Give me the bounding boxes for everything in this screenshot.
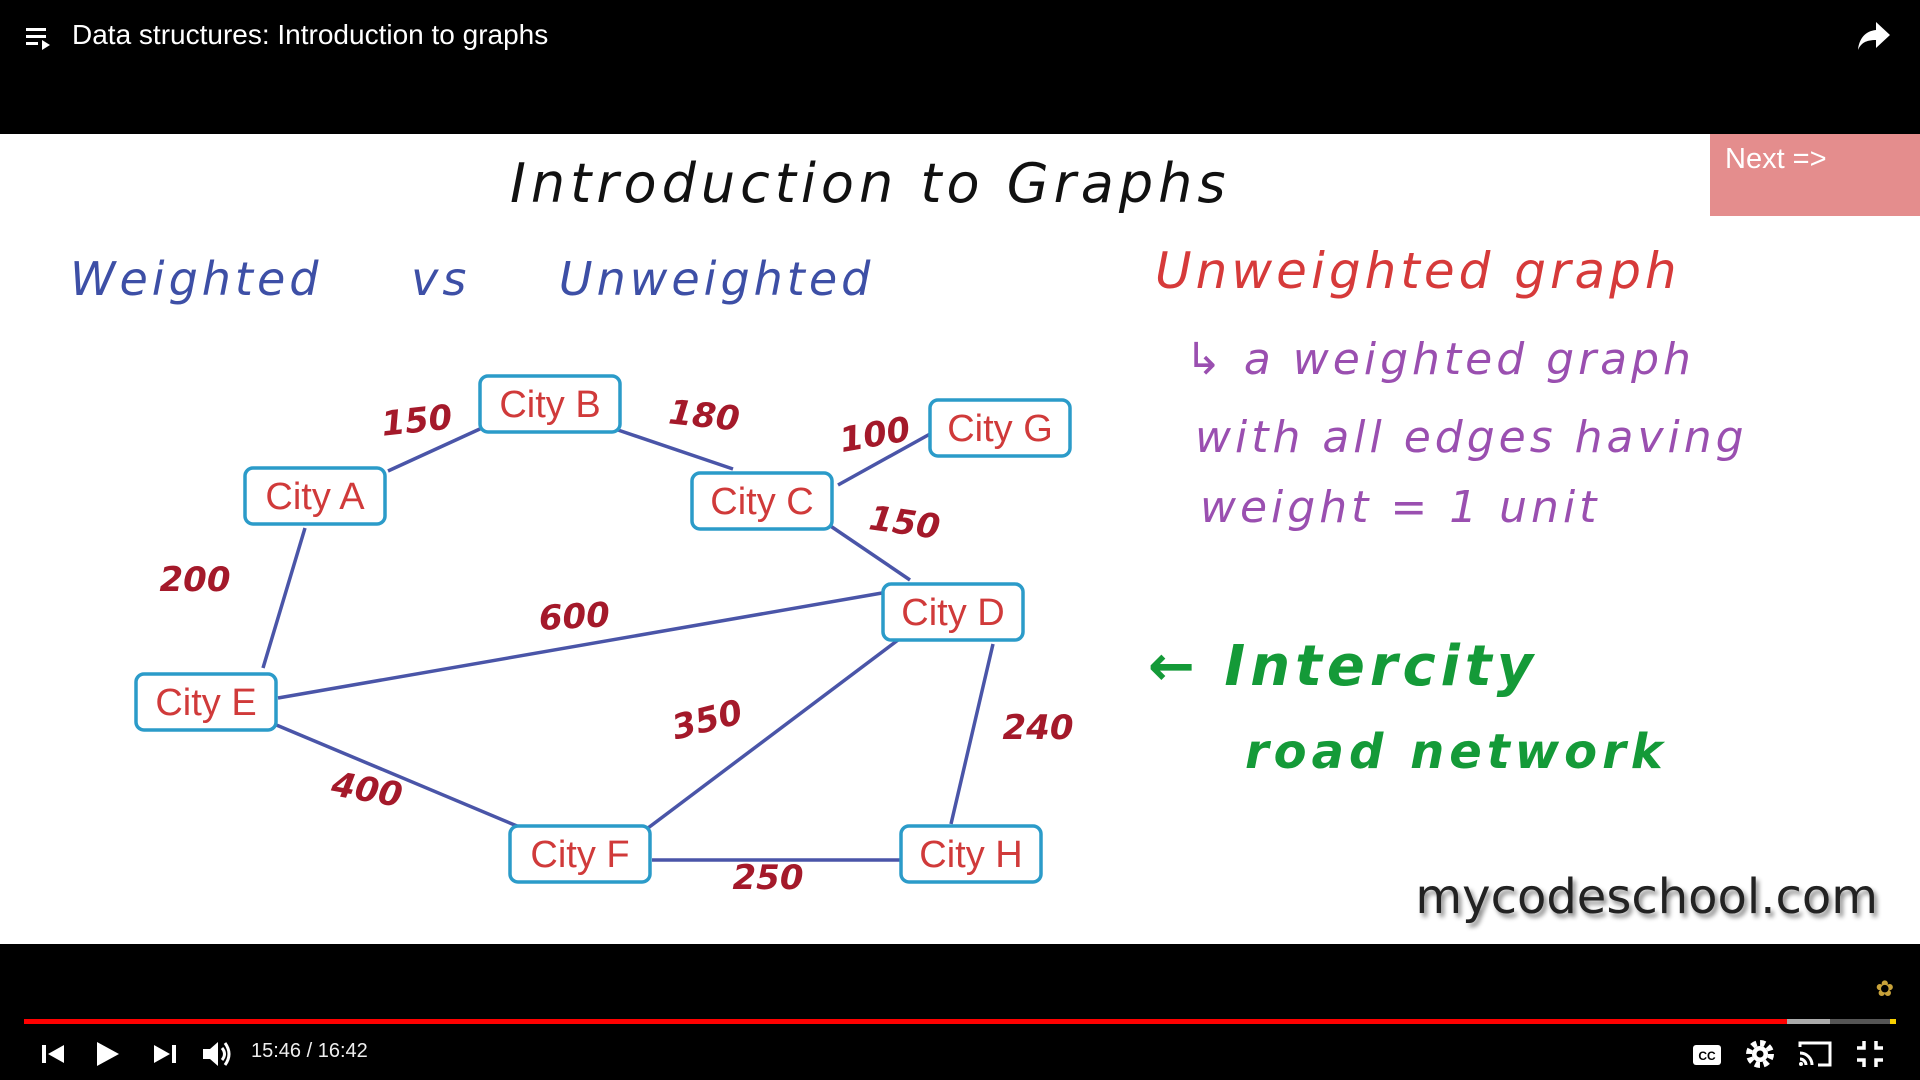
cast-icon[interactable] — [1796, 1037, 1834, 1071]
volume-icon[interactable] — [200, 1037, 234, 1071]
edge-weight-F-H: 250 — [732, 858, 804, 898]
edge-weight-C-D: 150 — [866, 498, 943, 548]
edge-weight-F-D: 350 — [668, 692, 747, 749]
unweighted-title: Unweighted graph — [1155, 242, 1681, 300]
edge-D-H — [951, 644, 993, 824]
node-city-h — [901, 826, 1041, 882]
playlist-icon[interactable] — [24, 22, 54, 52]
edge-weight-A-B: 150 — [379, 397, 455, 445]
progress-end-marker — [1890, 1019, 1896, 1024]
progress-bar[interactable] — [24, 1019, 1896, 1024]
edge-weight-E-F: 400 — [328, 764, 406, 817]
channel-watermark-icon[interactable]: ✿ — [1875, 976, 1894, 1001]
node-label: City D — [901, 592, 1005, 634]
edge-A-E — [263, 528, 305, 668]
edge-weight-A-E: 200 — [159, 560, 231, 600]
edge-weight-B-C: 180 — [666, 392, 742, 440]
slide-title: Introduction to Graphs — [510, 152, 1231, 215]
node-label: City B — [499, 384, 601, 426]
time-display: 15:46 / 16:42 — [251, 1040, 368, 1062]
unweighted-line-2: with all edges having — [1195, 412, 1748, 463]
intercity-label: ← Intercity — [1148, 634, 1539, 699]
node-label: City G — [947, 408, 1053, 450]
node-city-c — [692, 473, 832, 529]
exit-fullscreen-icon[interactable] — [1853, 1037, 1887, 1071]
next-icon[interactable] — [150, 1037, 180, 1071]
unweighted-line-3: weight = 1 unit — [1200, 482, 1601, 533]
edge-weight-C-G: 100 — [836, 409, 914, 462]
settings-icon[interactable] — [1743, 1037, 1777, 1071]
share-icon[interactable] — [1856, 20, 1892, 52]
captions-icon[interactable] — [1690, 1037, 1724, 1071]
played-fill — [24, 1019, 1787, 1024]
city-graph — [0, 134, 1920, 944]
node-label: City A — [265, 476, 365, 518]
svg-text:CC: CC — [1698, 1049, 1716, 1063]
node-city-d — [883, 584, 1023, 640]
node-city-f — [510, 826, 650, 882]
heading-unweighted: Unweighted — [558, 252, 875, 306]
brand-watermark: mycodeschool.com — [1415, 869, 1878, 925]
previous-icon[interactable] — [38, 1037, 68, 1071]
video-frame[interactable] — [0, 134, 1920, 944]
node-label: City H — [919, 834, 1023, 876]
next-button[interactable]: Next => — [1710, 134, 1920, 216]
edge-weight-E-D: 600 — [537, 595, 611, 639]
node-label: City C — [710, 481, 814, 523]
node-label: City E — [155, 682, 257, 724]
node-city-e — [136, 674, 276, 730]
node-label: City F — [530, 834, 630, 876]
node-city-a — [245, 468, 385, 524]
edge-weight-D-H: 240 — [1002, 708, 1074, 748]
play-icon[interactable] — [92, 1037, 122, 1071]
node-city-g — [930, 400, 1070, 456]
video-title[interactable]: Data structures: Introduction to graphs — [72, 19, 549, 50]
node-city-b — [480, 376, 620, 432]
road-network-label: road network — [1245, 724, 1668, 780]
heading-weighted: Weighted — [70, 252, 323, 306]
top-bar — [0, 0, 1920, 134]
heading-vs: vs — [411, 252, 471, 306]
unweighted-line-1: ↳ a weighted graph — [1185, 334, 1695, 385]
